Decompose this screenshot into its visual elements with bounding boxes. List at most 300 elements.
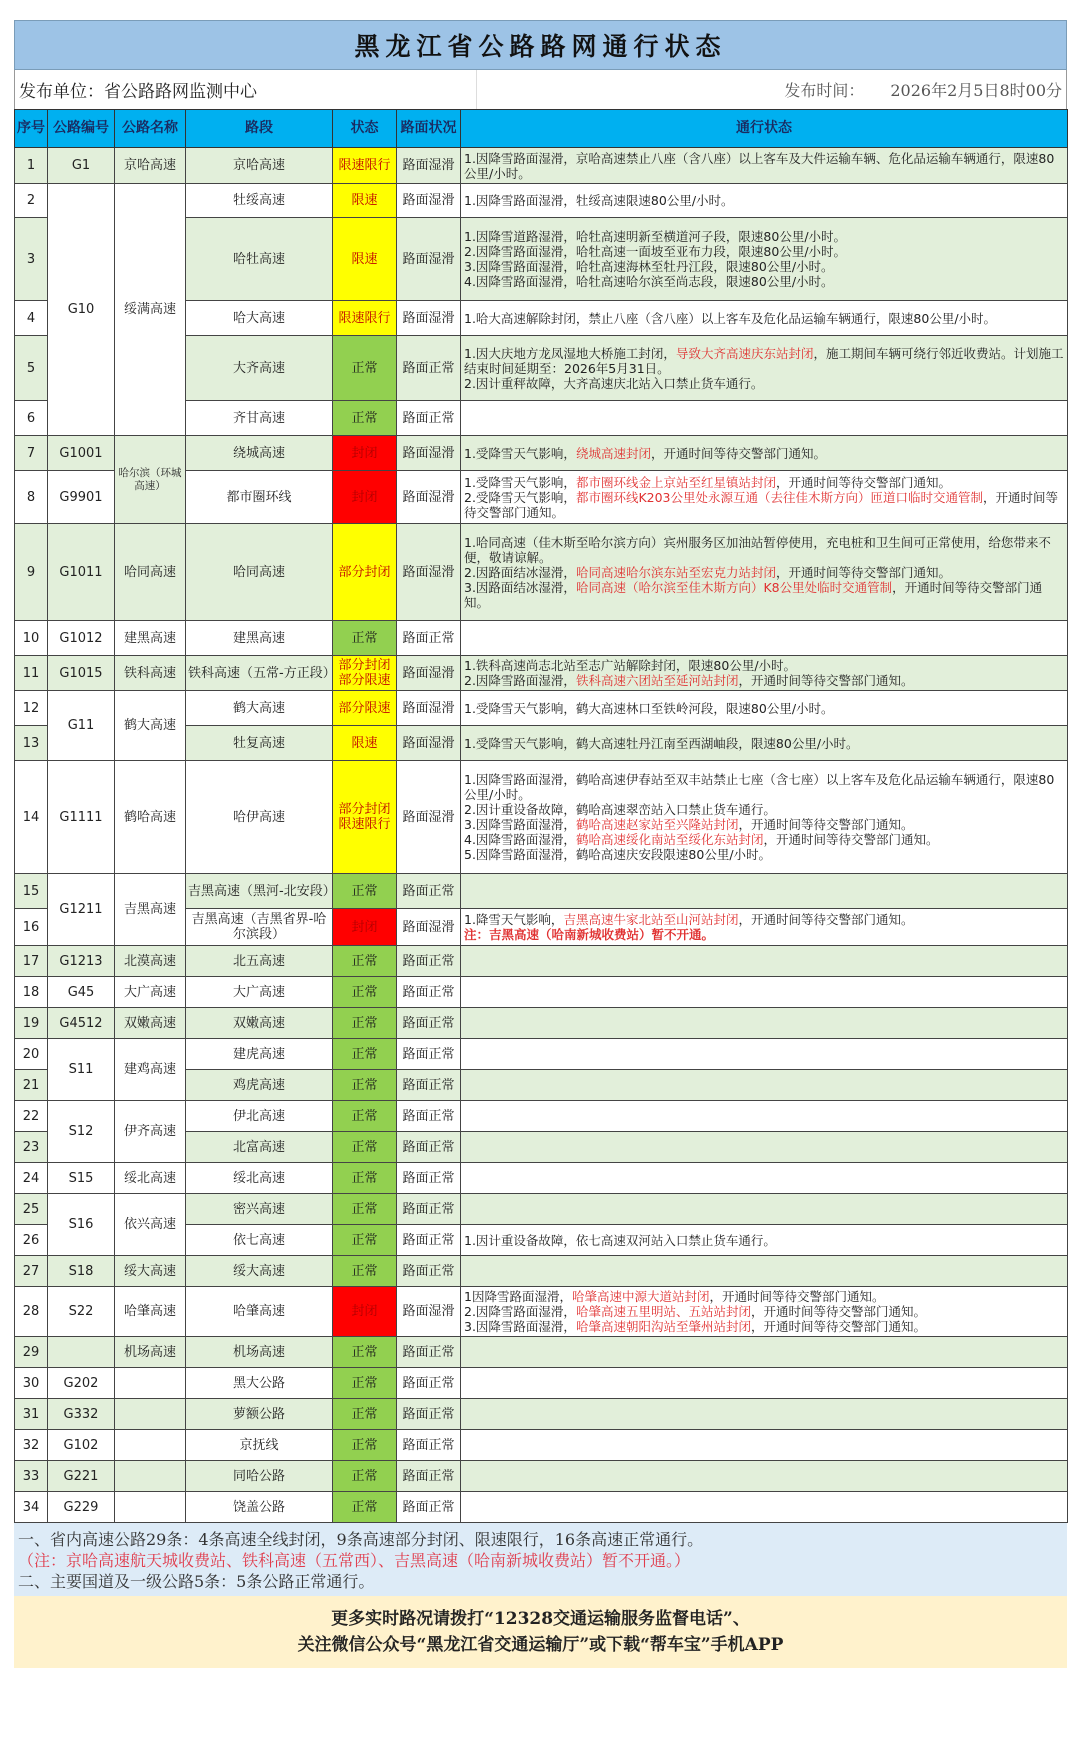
road-section: 京哈高速 xyxy=(186,148,333,184)
road-name: 鹤哈高速 xyxy=(115,761,186,874)
closure-highlight: 绕城高速封闭 xyxy=(575,445,651,461)
closure-highlight: 铁科高速六团站至延河站封闭 xyxy=(575,673,739,688)
road-code: G1211 xyxy=(48,874,115,946)
surface-condition: 路面湿滑 xyxy=(397,656,461,691)
road-name xyxy=(115,1430,186,1461)
description-line xyxy=(464,912,1064,927)
road-section: 哈同高速 xyxy=(186,524,333,621)
status-badge: 正常 xyxy=(333,1070,397,1101)
description-text: 1.因降雪路面湿滑，鹤哈高速伊春站至双丰站禁止七座（含七座）以上客车及危化品运输车辆通行，限速80公里/小时。 xyxy=(464,772,1055,802)
table-row xyxy=(15,1492,1068,1523)
description-text: ，开通时间等待交警部门通知。 xyxy=(738,912,914,927)
description-line xyxy=(464,673,1064,688)
traffic-description xyxy=(461,336,1068,401)
road-section: 都市圈环线 xyxy=(186,471,333,524)
traffic-description xyxy=(461,1461,1068,1492)
closure-highlight: 都市圈环线K203公里处永源互通（去往佳木斯方向）匝道口临时交通管制 xyxy=(575,489,983,505)
road-code: G202 xyxy=(48,1368,115,1399)
road-code: S22 xyxy=(48,1287,115,1337)
description-text: 1.受降雪天气影响，鹤大高速林口至铁岭河段，限速80公里/小时。 xyxy=(464,700,834,716)
traffic-description xyxy=(461,1101,1068,1132)
surface-condition: 路面湿滑 xyxy=(397,1287,461,1337)
road-section: 牡复高速 xyxy=(186,726,333,761)
table-body xyxy=(15,148,1068,1523)
table-row xyxy=(15,977,1068,1008)
description-line xyxy=(464,927,1064,942)
description-text: ，开通时间等待交警部门通知。 xyxy=(738,673,914,688)
description-text: 3.因降雪路面湿滑， xyxy=(464,817,576,832)
surface-condition: 路面正常 xyxy=(397,1399,461,1430)
description-text: 2.因计重设备故障，鹤哈高速翠峦站入口禁止货车通行。 xyxy=(464,802,776,817)
table-row xyxy=(15,184,1068,218)
row-number: 18 xyxy=(15,977,48,1008)
status-badge: 正常 xyxy=(333,1132,397,1163)
description-text: 1.因降雪路面湿滑，牡绥高速限速80公里/小时。 xyxy=(464,193,734,208)
description-line xyxy=(464,1289,1064,1304)
status-badge: 正常 xyxy=(333,977,397,1008)
traffic-description xyxy=(461,1337,1068,1368)
road-name: 哈同高速 xyxy=(115,524,186,621)
road-section: 建黑高速 xyxy=(186,621,333,656)
traffic-description xyxy=(461,621,1068,656)
row-number: 21 xyxy=(15,1070,48,1101)
road-name: 北漠高速 xyxy=(115,946,186,977)
row-number: 2 xyxy=(15,184,48,218)
status-badge: 封闭 xyxy=(333,909,397,946)
road-section: 大齐高速 xyxy=(186,336,333,401)
road-code: G102 xyxy=(48,1430,115,1461)
description-line xyxy=(464,565,1064,580)
description-line xyxy=(464,376,1064,391)
row-number: 4 xyxy=(15,301,48,336)
road-code: S12 xyxy=(48,1101,115,1163)
surface-condition: 路面正常 xyxy=(397,401,461,436)
table-row xyxy=(15,946,1068,977)
road-name: 建黑高速 xyxy=(115,621,186,656)
road-code: G4512 xyxy=(48,1008,115,1039)
traffic-table xyxy=(14,109,1068,1523)
traffic-description xyxy=(461,436,1068,471)
description-text: 5.因降雪路面湿滑，鹤哈高速庆安段限速80公里/小时。 xyxy=(464,847,772,862)
road-section: 哈伊高速 xyxy=(186,761,333,874)
surface-condition: 路面湿滑 xyxy=(397,148,461,184)
traffic-description xyxy=(461,761,1068,874)
status-badge: 限速 xyxy=(333,218,397,301)
row-number: 14 xyxy=(15,761,48,874)
table-row xyxy=(15,436,1068,471)
surface-condition: 路面正常 xyxy=(397,336,461,401)
description-line xyxy=(464,817,1064,832)
table-row xyxy=(15,621,1068,656)
status-badge: 正常 xyxy=(333,401,397,436)
description-line xyxy=(464,490,1064,520)
description-text: 2.因降雪路面湿滑， xyxy=(464,673,576,688)
status-badge: 部分封闭 xyxy=(333,524,397,621)
traffic-description xyxy=(461,1039,1068,1070)
description-text: 3.因降雪路面湿滑，哈牡高速海林至牡丹江段，限速80公里/小时。 xyxy=(464,259,834,274)
publish-time-label: 发布时间： xyxy=(784,81,865,100)
closure-highlight: 哈肇高速朝阳沟站至肇州站封闭 xyxy=(575,1319,751,1334)
surface-condition: 路面正常 xyxy=(397,1225,461,1256)
row-number: 33 xyxy=(15,1461,48,1492)
traffic-description xyxy=(461,874,1068,909)
description-text: 1.铁科高速尚志北站至志广站解除封闭，限速80公里/小时。 xyxy=(464,658,797,673)
road-code: G1 xyxy=(48,148,115,184)
description-text: 1.因降雪道路湿滑，哈牡高速明新至横道河子段，限速80公里/小时。 xyxy=(464,229,847,244)
table-row xyxy=(15,1337,1068,1368)
traffic-description xyxy=(461,401,1068,436)
description-text: ，开通时间等待交警部门通知。 xyxy=(763,832,939,847)
table-row xyxy=(15,1101,1068,1132)
description-line xyxy=(464,151,1064,181)
description-line xyxy=(464,346,1064,376)
surface-condition: 路面正常 xyxy=(397,1337,461,1368)
surface-condition: 路面正常 xyxy=(397,1163,461,1194)
description-line xyxy=(464,802,1064,817)
row-number: 28 xyxy=(15,1287,48,1337)
road-section: 同哈公路 xyxy=(186,1461,333,1492)
row-number: 5 xyxy=(15,336,48,401)
road-name: 吉黑高速 xyxy=(115,874,186,946)
surface-condition: 路面正常 xyxy=(397,1194,461,1225)
surface-condition: 路面湿滑 xyxy=(397,184,461,218)
status-badge: 限速限行 xyxy=(333,301,397,336)
row-number: 7 xyxy=(15,436,48,471)
surface-condition: 路面正常 xyxy=(397,977,461,1008)
road-name: 大广高速 xyxy=(115,977,186,1008)
road-code: S15 xyxy=(48,1163,115,1194)
publisher-label: 发布单位：省公路路网监测中心 xyxy=(15,70,477,109)
road-code: S18 xyxy=(48,1256,115,1287)
road-name xyxy=(115,1399,186,1430)
row-number: 8 xyxy=(15,471,48,524)
description-text: ，施工期间车辆可绕行邻近收费站。计划施工结束时间延期至：2026年5月31日。 xyxy=(464,345,1064,376)
summary-national-roads: 二、主要国道及一级公路5条：5条公路正常通行。 xyxy=(18,1572,375,1591)
road-code: G1213 xyxy=(48,946,115,977)
traffic-description xyxy=(461,909,1068,946)
closure-note: 注：吉黑高速（哈南新城收费站）暂不开通。 xyxy=(464,927,715,942)
road-name: 哈尔滨（环城高速） xyxy=(115,436,186,524)
row-number: 1 xyxy=(15,148,48,184)
col-header-surface: 路面状况 xyxy=(397,110,461,148)
surface-condition: 路面湿滑 xyxy=(397,471,461,524)
description-line xyxy=(464,1304,1064,1319)
table-row xyxy=(15,1008,1068,1039)
road-section: 绥大高速 xyxy=(186,1256,333,1287)
description-line xyxy=(464,229,1064,244)
traffic-description xyxy=(461,218,1068,301)
status-badge: 正常 xyxy=(333,621,397,656)
traffic-description xyxy=(461,1070,1068,1101)
row-number: 23 xyxy=(15,1132,48,1163)
road-code: G10 xyxy=(48,184,115,436)
road-name: 建鸡高速 xyxy=(115,1039,186,1101)
road-name xyxy=(115,1368,186,1399)
row-number: 32 xyxy=(15,1430,48,1461)
table-row xyxy=(15,1039,1068,1070)
surface-condition: 路面正常 xyxy=(397,1430,461,1461)
surface-condition: 路面正常 xyxy=(397,1101,461,1132)
surface-condition: 路面正常 xyxy=(397,1070,461,1101)
road-section: 京抚线 xyxy=(186,1430,333,1461)
road-code: G1011 xyxy=(48,524,115,621)
surface-condition: 路面正常 xyxy=(397,1492,461,1523)
table-row xyxy=(15,691,1068,726)
description-line xyxy=(464,736,1064,751)
table-row xyxy=(15,524,1068,621)
traffic-description xyxy=(461,1132,1068,1163)
row-number: 24 xyxy=(15,1163,48,1194)
road-code: G11 xyxy=(48,691,115,761)
surface-condition: 路面正常 xyxy=(397,1008,461,1039)
description-line xyxy=(464,446,1064,461)
col-header-traffic: 通行状态 xyxy=(461,110,1068,148)
table-row xyxy=(15,1256,1068,1287)
road-section: 铁科高速（五常-方正段） xyxy=(186,656,333,691)
description-text: 1.哈同高速（佳木斯至哈尔滨方向）宾州服务区加油站暂停使用，充电桩和卫生间可正常使用，给您带来不便，敬请谅解。 xyxy=(464,534,1051,565)
description-line xyxy=(464,832,1064,847)
row-number: 25 xyxy=(15,1194,48,1225)
description-text: 1因降雪路面湿滑， xyxy=(464,1289,572,1304)
road-code: G1012 xyxy=(48,621,115,656)
status-badge: 正常 xyxy=(333,1461,397,1492)
traffic-description xyxy=(461,1399,1068,1430)
status-badge: 限速限行 xyxy=(333,148,397,184)
col-header-status: 状态 xyxy=(333,110,397,148)
road-section: 鸡虎高速 xyxy=(186,1070,333,1101)
row-number: 20 xyxy=(15,1039,48,1070)
table-row xyxy=(15,656,1068,691)
surface-condition: 路面湿滑 xyxy=(397,524,461,621)
status-badge: 正常 xyxy=(333,946,397,977)
road-name: 京哈高速 xyxy=(115,148,186,184)
description-line xyxy=(464,580,1064,610)
description-text: ，开通时间等待交警部门通知。 xyxy=(750,1319,926,1334)
traffic-description xyxy=(461,148,1068,184)
row-number: 9 xyxy=(15,524,48,621)
description-line xyxy=(464,535,1064,565)
description-text: 1.受降雪天气影响，鹤大高速牡丹江南至西湖岫段，限速80公里/小时。 xyxy=(464,735,859,751)
description-line xyxy=(464,1319,1064,1334)
traffic-description xyxy=(461,1194,1068,1225)
traffic-description xyxy=(461,977,1068,1008)
row-number: 17 xyxy=(15,946,48,977)
road-section: 鹤大高速 xyxy=(186,691,333,726)
status-badge: 部分限速 xyxy=(333,691,397,726)
row-number: 30 xyxy=(15,1368,48,1399)
road-name: 依兴高速 xyxy=(115,1194,186,1256)
description-text: ，开通时间等待交警部门通知。 xyxy=(738,817,914,832)
col-header-section: 路段 xyxy=(186,110,333,148)
surface-condition: 路面湿滑 xyxy=(397,218,461,301)
status-badge: 正常 xyxy=(333,1008,397,1039)
description-line xyxy=(464,311,1064,326)
description-text: ，开通时间等待交警部门通知。 xyxy=(709,1289,885,1304)
traffic-description xyxy=(461,1256,1068,1287)
traffic-description xyxy=(461,471,1068,524)
col-header-no: 序号 xyxy=(15,110,48,148)
road-section: 哈大高速 xyxy=(186,301,333,336)
description-text: 1.因计重设备故障，依七高速双河站入口禁止货车通行。 xyxy=(464,1232,776,1248)
road-code: G1001 xyxy=(48,436,115,471)
status-badge: 正常 xyxy=(333,1039,397,1070)
status-badge: 正常 xyxy=(333,1399,397,1430)
description-text: 2.因降雪路面湿滑，哈牡高速一面坡至亚布力段，限速80公里/小时。 xyxy=(464,244,847,259)
road-code: G9901 xyxy=(48,471,115,524)
road-section: 萝额公路 xyxy=(186,1399,333,1430)
status-badge: 正常 xyxy=(333,1225,397,1256)
closure-highlight: 都市圈环线金上京站至红星镇站封闭 xyxy=(575,474,776,490)
road-code: S11 xyxy=(48,1039,115,1101)
traffic-status-sheet xyxy=(14,20,1067,1668)
status-badge: 封闭 xyxy=(333,436,397,471)
road-code: G1111 xyxy=(48,761,115,874)
status-badge: 正常 xyxy=(333,1492,397,1523)
road-section: 依七高速 xyxy=(186,1225,333,1256)
surface-condition: 路面湿滑 xyxy=(397,909,461,946)
closure-highlight: 哈肇高速中源大道站封闭 xyxy=(571,1289,710,1304)
publish-time-value: 2026年2月5日8时00分 xyxy=(890,81,1062,100)
road-code xyxy=(48,1337,115,1368)
summary-panel xyxy=(14,1523,1067,1596)
road-section: 黑大公路 xyxy=(186,1368,333,1399)
traffic-description xyxy=(461,1287,1068,1337)
status-badge: 封闭 xyxy=(333,471,397,524)
status-badge: 限速 xyxy=(333,184,397,218)
row-number: 22 xyxy=(15,1101,48,1132)
row-number: 26 xyxy=(15,1225,48,1256)
status-badge: 正常 xyxy=(333,1194,397,1225)
surface-condition: 路面正常 xyxy=(397,621,461,656)
table-row xyxy=(15,1163,1068,1194)
traffic-description xyxy=(461,1368,1068,1399)
road-name: 绥北高速 xyxy=(115,1163,186,1194)
status-badge: 正常 xyxy=(333,1163,397,1194)
road-code: G221 xyxy=(48,1461,115,1492)
publisher-row xyxy=(14,70,1067,109)
status-badge: 部分封闭 限速限行 xyxy=(333,761,397,874)
description-line xyxy=(464,658,1064,673)
description-line xyxy=(464,259,1064,274)
description-text: ，开通时间等待交警部门通知。 xyxy=(775,474,951,490)
page-title: 黑龙江省公路路网通行状态 xyxy=(14,20,1067,70)
closure-highlight: 鹤哈高速绥化南站至绥化东站封闭 xyxy=(575,832,764,847)
description-line xyxy=(464,274,1064,289)
road-name: 鹤大高速 xyxy=(115,691,186,761)
surface-condition: 路面湿滑 xyxy=(397,761,461,874)
road-name: 哈肇高速 xyxy=(115,1287,186,1337)
traffic-description xyxy=(461,946,1068,977)
road-section: 牡绥高速 xyxy=(186,184,333,218)
traffic-description xyxy=(461,524,1068,621)
traffic-description xyxy=(461,1008,1068,1039)
status-badge: 正常 xyxy=(333,1430,397,1461)
table-row xyxy=(15,761,1068,874)
traffic-description xyxy=(461,1163,1068,1194)
footer-banner xyxy=(14,1596,1067,1668)
table-row xyxy=(15,1194,1068,1225)
traffic-description xyxy=(461,1492,1068,1523)
road-name: 铁科高速 xyxy=(115,656,186,691)
traffic-description xyxy=(461,301,1068,336)
table-header xyxy=(15,110,1068,148)
road-name: 机场高速 xyxy=(115,1337,186,1368)
description-text: ，开通时间等待交警部门通知。 xyxy=(464,579,1043,610)
row-number: 19 xyxy=(15,1008,48,1039)
table-row xyxy=(15,1287,1068,1337)
description-text: ，开通时间等待交警部门通知。 xyxy=(750,1304,926,1319)
row-number: 31 xyxy=(15,1399,48,1430)
closure-highlight: 导致大齐高速庆东站封闭 xyxy=(675,345,814,361)
row-number: 15 xyxy=(15,874,48,909)
surface-condition: 路面湿滑 xyxy=(397,301,461,336)
row-number: 34 xyxy=(15,1492,48,1523)
road-section: 哈肇高速 xyxy=(186,1287,333,1337)
description-text: 1.因大庆地方龙凤湿地大桥施工封闭， xyxy=(464,345,676,361)
road-name: 绥满高速 xyxy=(115,184,186,436)
closure-highlight: 哈同高速（哈尔滨至佳木斯方向）K8公里处临时交通管制 xyxy=(575,579,893,595)
summary-highways: 一、省内高速公路29条：4条高速全线封闭，9条高速部分封闭、限速限行，16条高速正常通行。 xyxy=(18,1530,704,1549)
col-header-code: 公路编号 xyxy=(48,110,115,148)
traffic-description xyxy=(461,1225,1068,1256)
road-code: G45 xyxy=(48,977,115,1008)
description-line xyxy=(464,475,1064,490)
traffic-description xyxy=(461,656,1068,691)
row-number: 16 xyxy=(15,909,48,946)
description-text: ，开通时间等待交警部门通知。 xyxy=(775,564,951,580)
traffic-description xyxy=(461,691,1068,726)
description-line xyxy=(464,847,1064,862)
description-line xyxy=(464,1233,1064,1248)
row-number: 6 xyxy=(15,401,48,436)
road-section: 绥北高速 xyxy=(186,1163,333,1194)
col-header-name: 公路名称 xyxy=(115,110,186,148)
closure-highlight: 鹤哈高速赵家站至兴隆站封闭 xyxy=(575,817,739,832)
description-text: 1.受降雪天气影响， xyxy=(464,474,576,490)
road-section: 饶盖公路 xyxy=(186,1492,333,1523)
road-section: 密兴高速 xyxy=(186,1194,333,1225)
status-badge: 正常 xyxy=(333,874,397,909)
status-badge: 正常 xyxy=(333,1368,397,1399)
road-name: 双嫩高速 xyxy=(115,1008,186,1039)
status-badge: 正常 xyxy=(333,1256,397,1287)
surface-condition: 路面正常 xyxy=(397,1039,461,1070)
footer-app: 关注微信公众号“黑龙江省交通运输厅”或下载“帮车宝”手机APP xyxy=(297,1635,784,1655)
description-text: 2.因路面结冰湿滑， xyxy=(464,564,576,580)
status-badge: 封闭 xyxy=(333,1287,397,1337)
road-section: 吉黑高速（黑河-北安段） xyxy=(186,874,333,909)
description-text: 2.受降雪天气影响， xyxy=(464,489,576,505)
summary-note: （注：京哈高速航天城收费站、铁科高速（五常西）、吉黑高速（哈南新城收费站）暂不开通。） xyxy=(18,1551,691,1570)
closure-highlight: 哈同高速哈尔滨东站至宏克力站封闭 xyxy=(575,564,776,580)
description-text: 4.因降雪路面湿滑， xyxy=(464,832,576,847)
road-section: 北富高速 xyxy=(186,1132,333,1163)
surface-condition: 路面正常 xyxy=(397,1368,461,1399)
road-section: 大广高速 xyxy=(186,977,333,1008)
description-text: 3.因降雪路面湿滑， xyxy=(464,1319,576,1334)
table-row xyxy=(15,1368,1068,1399)
description-text: 3.因路面结冰湿滑， xyxy=(464,579,576,595)
description-line xyxy=(464,244,1064,259)
description-line xyxy=(464,701,1064,716)
description-text: 2.因计重秤故障，大齐高速庆北站入口禁止货车通行。 xyxy=(464,375,764,391)
surface-condition: 路面正常 xyxy=(397,1132,461,1163)
closure-highlight: 哈肇高速五里明站、五站站封闭 xyxy=(575,1304,751,1319)
status-badge: 限速 xyxy=(333,726,397,761)
surface-condition: 路面正常 xyxy=(397,1461,461,1492)
status-badge: 正常 xyxy=(333,336,397,401)
road-section: 机场高速 xyxy=(186,1337,333,1368)
